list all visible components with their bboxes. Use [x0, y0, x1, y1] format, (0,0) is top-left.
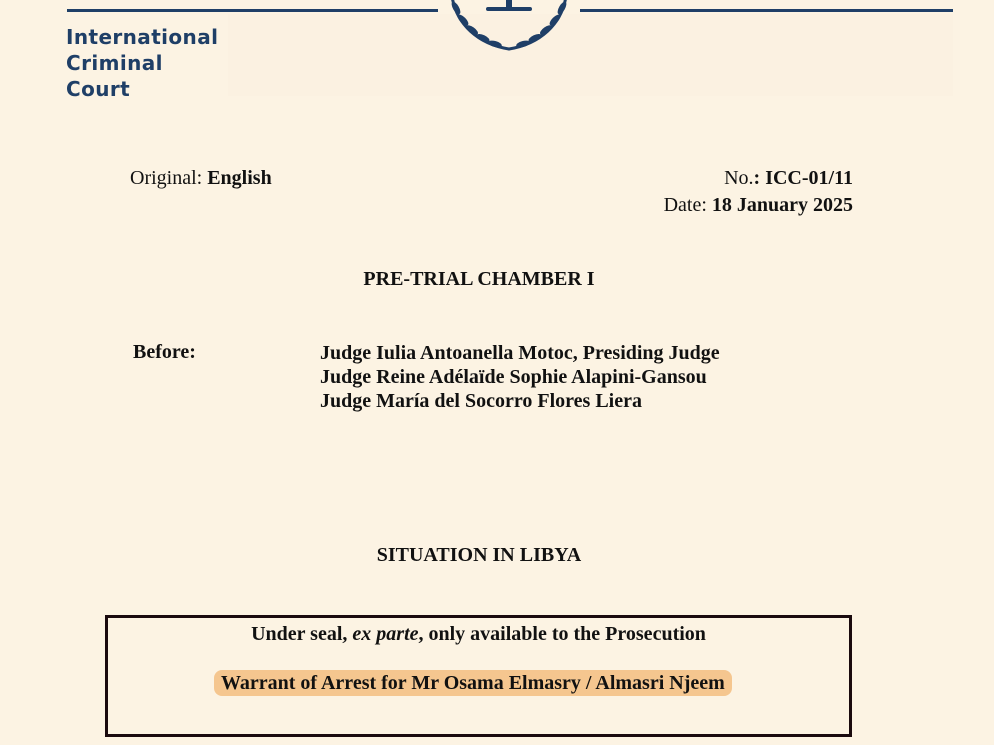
- seal-italic: ex parte: [352, 623, 419, 645]
- judge-3-name: Judge María del Socorro Flores Liera: [320, 390, 642, 412]
- case-number: [724, 165, 853, 191]
- seal-prefix: Under seal,: [251, 623, 353, 645]
- original-language: [130, 165, 272, 191]
- seal-notice: [108, 623, 849, 646]
- org-name: [66, 24, 218, 102]
- judge-2: [320, 365, 720, 389]
- header-rule-right: [580, 9, 953, 12]
- seal-suffix: , only available to the Prosecution: [418, 623, 706, 645]
- original-label: Original:: [130, 167, 203, 189]
- judge-1-name: Judge Iulia Antoanella Motoc: [320, 342, 573, 364]
- warrant-title: Warrant of Arrest for Mr Osama Elmasry / Almasri Njeem: [214, 670, 732, 696]
- icc-laurel-scales-emblem-icon: [438, 0, 580, 56]
- date-value: 18 January 2025: [711, 194, 853, 216]
- header-band: [228, 14, 953, 96]
- judges-list: [320, 341, 720, 413]
- before-label: Before:: [133, 341, 196, 363]
- seal-box: [105, 615, 852, 737]
- document-date: [664, 192, 853, 218]
- judge-2-name: Judge Reine Adélaïde Sophie Alapini-Gansou: [320, 366, 707, 388]
- header-rule-left: [67, 9, 438, 12]
- org-name-line-2: Criminal: [66, 51, 163, 75]
- org-name-line-3: Court: [66, 77, 131, 101]
- case-number-value: : ICC-01/11: [753, 167, 853, 189]
- date-label: Date:: [663, 194, 707, 216]
- chamber-title: PRE-TRIAL CHAMBER I: [363, 268, 595, 290]
- original-value: English: [207, 167, 272, 189]
- judge-1-role: , Presiding Judge: [572, 342, 720, 364]
- judge-1: [320, 341, 720, 365]
- org-name-line-1: International: [66, 25, 219, 49]
- situation-title: SITUATION IN LIBYA: [376, 544, 582, 566]
- judge-3: [320, 389, 720, 413]
- case-number-label: No.: [724, 167, 754, 189]
